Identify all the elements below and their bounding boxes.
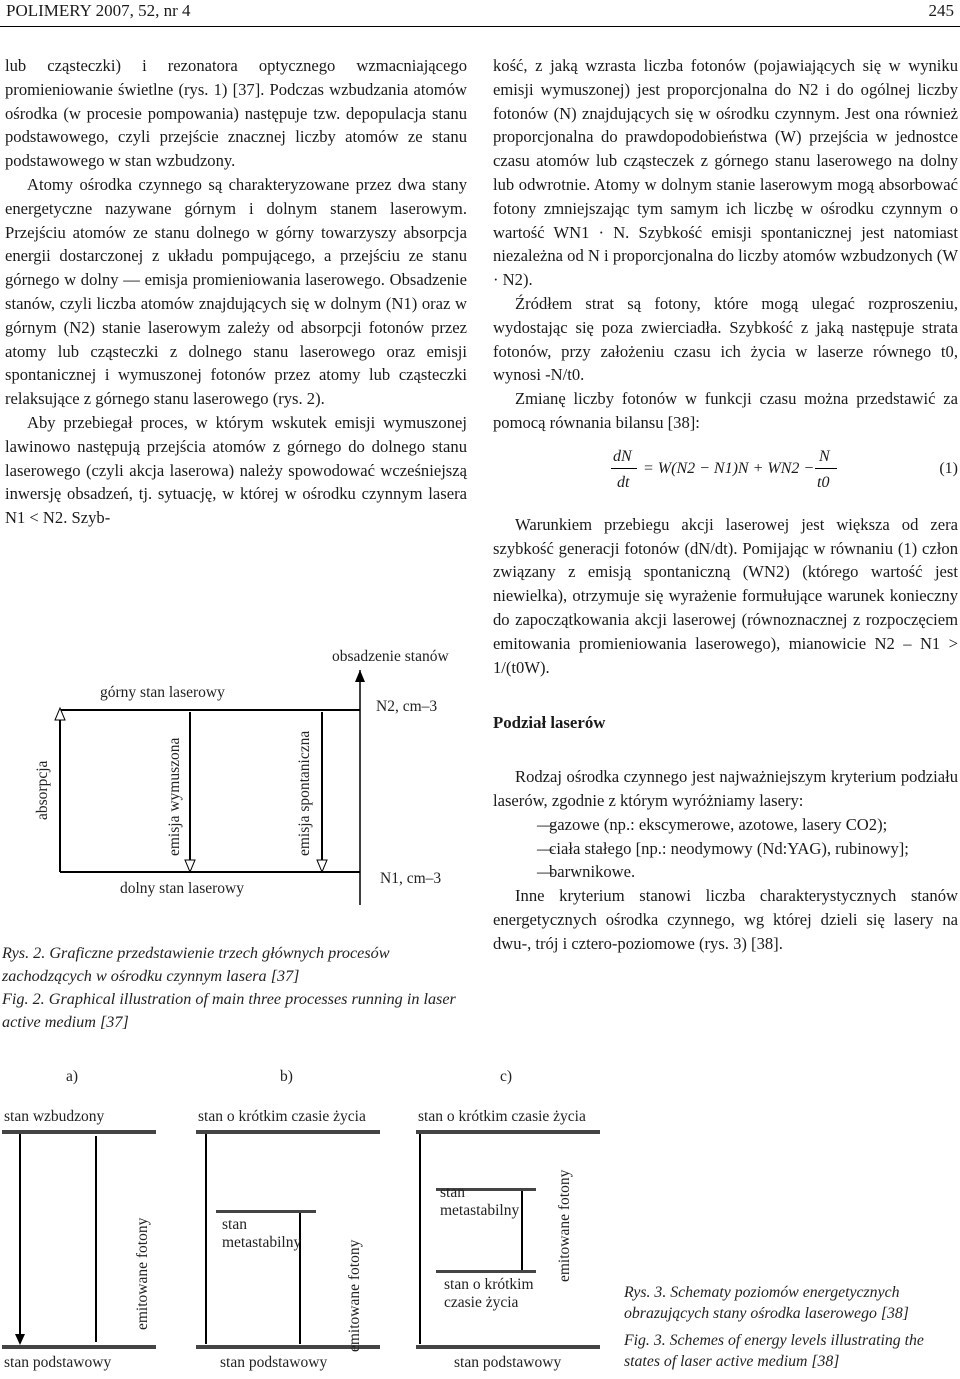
n1-label: N1, cm–3: [380, 870, 442, 887]
eq-fraction-bar-2: [815, 468, 837, 469]
right-column: [493, 54, 958, 956]
list-item-text: ciała stałego [np.: neodymowy (Nd:YAG), rubinowy];: [549, 838, 909, 858]
paragraph: Rodzaj ośrodka czynnego jest najważniejszym kryterium podziału laserów, zgodnie z którym wyróżniamy lasery:: [493, 767, 958, 810]
lower-level-label: dolny stan laserowy: [120, 880, 244, 897]
panel-b-label: b): [280, 1068, 293, 1085]
paragraph: Zmianę liczby fotonów w funkcji czasu można przedstawić za pomocą równania bilansu [38]:: [493, 389, 958, 432]
left-column: [5, 54, 467, 530]
c-mid-label: stan metastabilny: [440, 1184, 520, 1219]
spontaneous-label: emisja spontaniczna: [296, 730, 313, 856]
page-number: 245: [928, 1, 954, 20]
list-item: —ciała stałego [np.: neodymowy (Nd:YAG), rubinowy];: [537, 838, 909, 858]
eq-frac-numerator: N: [819, 447, 830, 465]
b-mid-label: stan metastabilny: [222, 1216, 302, 1251]
section-heading: Podział laserów: [493, 713, 606, 733]
list-item-text: barwnikowe.: [549, 862, 636, 882]
page-header: [0, 0, 960, 27]
b-bottom-label: stan podstawowy: [220, 1354, 328, 1371]
journal-title: POLIMERY 2007, 52, nr 4: [6, 1, 191, 20]
paragraph: Aby przebiegał proces, w którym wskutek emisji wymuszonej lawinowo następują przejścia atomów z górnego do dolnego stanu laserowego (czyli akcja laserowa) należy spowodować wcześniejszą inwersję obsadzeń, tj. sytuację, w której w ośrodku czynnym lasera N1 < N2. Szyb-: [5, 412, 467, 528]
paragraph: Źródłem strat są fotony, które mogą ulegać rozproszeniu, wydostając się poza zwierciadła. Szybkość z jaką następuje strata fotonów, przy założeniu czasu ich życia w laserze równego t0, wynosi -N/t0.: [493, 293, 958, 385]
paragraph: lub cząsteczki) i rezonatora optycznego wzmacniającego promieniowanie świetlne (rys. 1) [37]. Podczas wzbudzania atomów ośrodka (w procesie pompowania) następuje tzw. depopulacja stanu podstawowego, czyli przejście znacznej liczby atomów ze stanu podstawowego w stan wzbudzony.: [5, 56, 467, 171]
list-item: —gazowe (np.: ekscymerowe, azotowe, lasery CO2);: [537, 814, 888, 834]
paragraph: Inne kryterium stanowi liczba charakterystycznych stanów energetycznych ośrodka czynnego, wg której dzieli się lasery na dwu-, trój i cztero-poziomowe (rys. 3) [38].: [493, 886, 958, 953]
c-bottom-label: stan podstawowy: [454, 1354, 562, 1371]
panel-a-label: a): [66, 1068, 79, 1085]
c-low-label: stan o krótkim czasie życia: [444, 1276, 534, 1311]
figure-3: [0, 1060, 620, 1376]
a-top-label: stan wzbudzony: [4, 1108, 105, 1125]
eq-number: (1): [939, 459, 958, 477]
a-bottom-label: stan podstawowy: [4, 1354, 112, 1371]
eq-rhs: = W(N2 − N1)N + WN2 −: [643, 459, 815, 477]
eq-lhs-denominator: dt: [617, 473, 630, 491]
absorption-label: absorpcja: [34, 760, 51, 820]
eq-fraction-bar: [611, 468, 637, 469]
a-photons-label: emitowane fotony: [134, 1217, 151, 1330]
n2-label: N2, cm–3: [376, 698, 438, 715]
list-item: —barwnikowe.: [537, 862, 636, 882]
paragraph: Atomy ośrodka czynnego są charakteryzowane przez dwa stany energetyczne nazywane górnym i dolnym stanem laserowym. Przejściu atomów ze stanu dolnego w górny towarzyszy absorpcja energii dostarczonej z układu pompującego, a przejściu ze stanu górnego w dolny — emisja promieniowania laserowego. Obsadzenie stanów, czyli liczba atomów znajdujących się w dolnym (N1) oraz w górnym (N2) stanie laserowym zależy od absorpcji fotonów przez atomy lub cząsteczki z dolnego stanu laserowego oraz emisji spontanicznej i wymuszonej fotonów przez atomy lub cząsteczki relaksujące z górnego stanu laserowego (rys. 2).: [5, 174, 467, 409]
fig2-caption-pl: Rys. 2. Graficzne przedstawienie trzech głównych procesów zachodzących w ośrodku czynnym lasera [37]: [2, 944, 390, 985]
eq-lhs-numerator: dN: [613, 447, 632, 465]
paragraph: Warunkiem przebiegu akcji laserowej jest większa od zera szybkość generacji fotonów (dN/dt). Pomijając w równaniu (1) człon związany z emisją spontaniczną (WN2) (którego wartość jest niewielka), otrzymuje się wyrażenie formułujące warunek konieczny do zapoczątkowania akcji laserowej (równoznacznej z rozpoczęciem emitowania promieniowania laserowego), mianowicie N2 – N1 > 1/(t0W).: [493, 514, 958, 677]
occupancy-label: obsadzenie stanów: [332, 648, 449, 665]
list-item-text: gazowe (np.: ekscymerowe, azotowe, lasery CO2);: [549, 814, 888, 834]
b-photons-label: emitowane fotony: [346, 1239, 363, 1352]
stimulated-label: emisja wymuszona: [166, 737, 183, 856]
fig2-caption-en: Fig. 2. Graphical illustration of main three processes running in laser active medium [37]: [2, 990, 456, 1031]
upper-level-label: górny stan laserowy: [100, 684, 225, 701]
panel-c-label: c): [500, 1068, 513, 1085]
figure-2: [0, 640, 480, 940]
c-top-label: stan o krótkim czasie życia: [418, 1108, 586, 1125]
eq-frac-denominator: t0: [817, 473, 830, 491]
fig3-caption-pl: Rys. 3. Schematy poziomów energetycznych obrazujących stany ośrodka laserowego [38]: [624, 1284, 909, 1322]
c-photons-label: emitowane fotony: [556, 1169, 573, 1282]
paragraph: kość, z jaką wzrasta liczba fotonów (pojawiających się w wyniku emisji wymuszonej) jest proporcjonalna do N2 i do ogólnej liczby fotonów (N) znajdujących się w ośrodku czynnym. Jest ona również proporcjonalna do prawdopodobieństwa (W) przejścia w jednostce czasu atomów lub cząsteczek z górnego stanu laserowego na dolny lub odwrotnie. Atomy w dolnym stanie laserowym mogą absorbować fotony zmniejszając tym samym ich liczbę w ośrodku czynnym o wartość WN1 · N. Szybkość emisji spontanicznej jest natomiast niezależna od N i proporcjonalna do liczby atomów wzbudzonych (W · N2).: [493, 56, 958, 290]
fig3-caption-en: Fig. 3. Schemes of energy levels illustrating the states of laser active medium [38]: [624, 1332, 924, 1370]
b-top-label: stan o krótkim czasie życia: [198, 1108, 366, 1125]
balance-equation: [493, 441, 958, 503]
